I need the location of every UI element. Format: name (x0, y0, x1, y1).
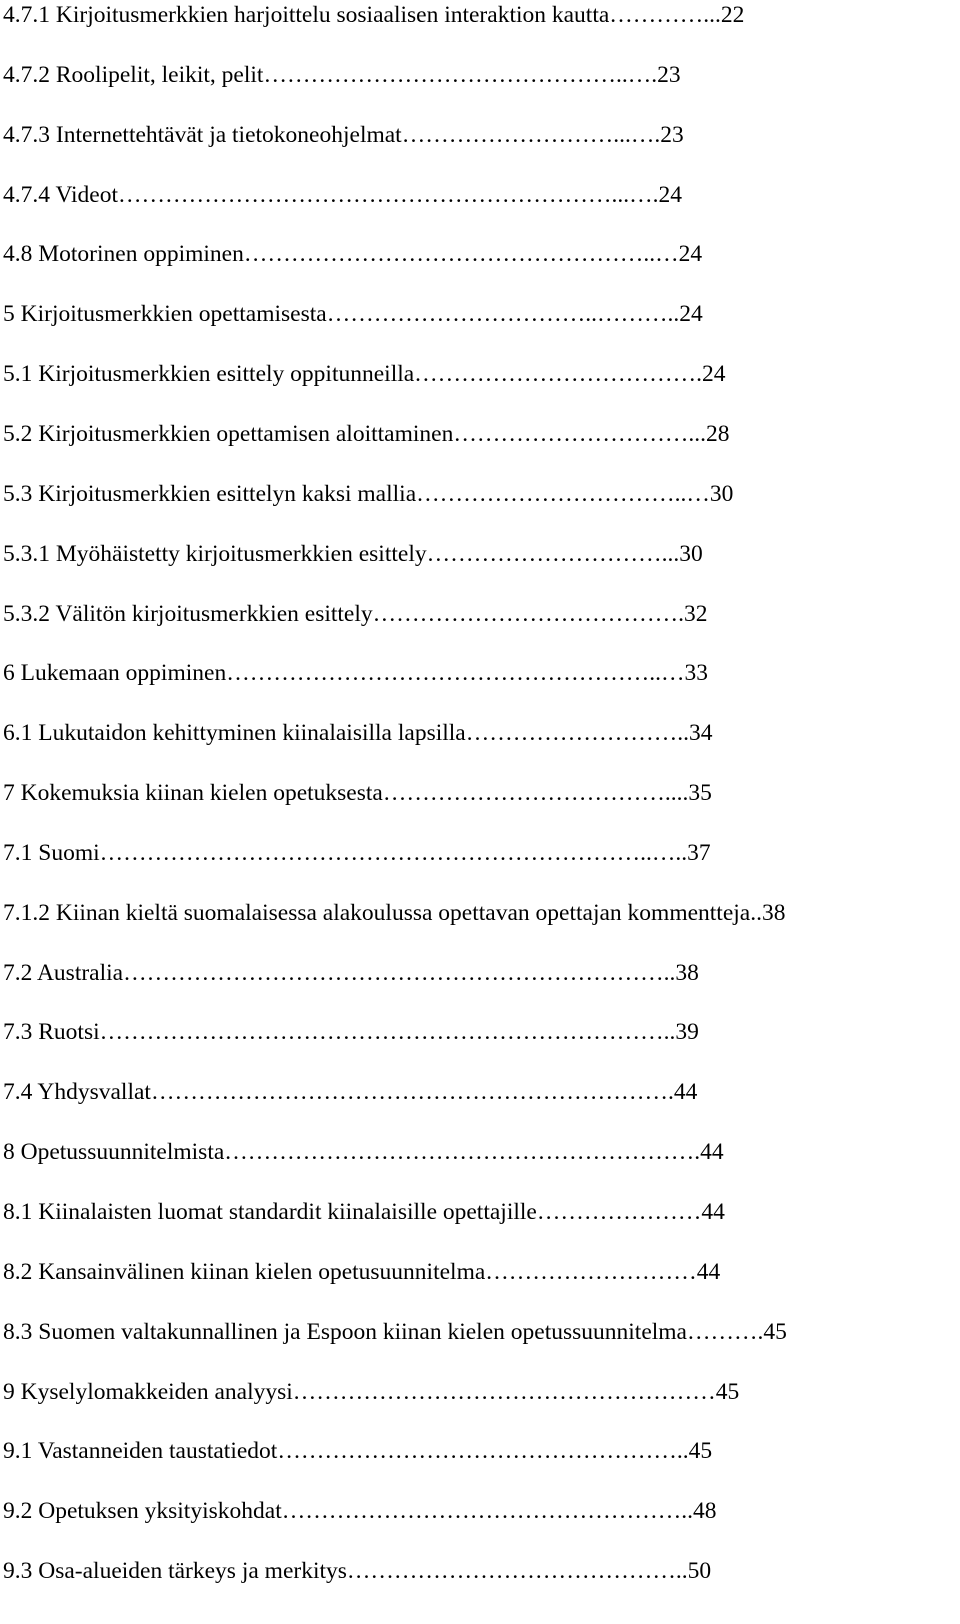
toc-entry: 7.4 Yhdysvallat………………………………………………………….44 (3, 1079, 698, 1106)
toc-entry: 6 Lukemaan oppiminen………………………………………………..…33 (3, 660, 708, 687)
toc-entry: 6.1 Lukutaidon kehittyminen kiinalaisilla lapsilla………………………..34 (3, 720, 713, 747)
toc-entry: 5.1 Kirjoitusmerkkien esittely oppitunneilla……………………………….24 (3, 361, 726, 388)
toc-entry: 5.3 Kirjoitusmerkkien esittelyn kaksi mallia……………………………..…30 (3, 480, 734, 507)
toc-entry: 4.7.3 Internettehtävät ja tietokoneohjelmat………………………...….23 (3, 121, 684, 148)
toc-entry: 7 Kokemuksia kiinan kielen opetuksesta………………………………....35 (3, 780, 712, 807)
toc-entry: 9 Kyselylomakkeiden analyysi………………………………………………45 (3, 1378, 740, 1405)
toc-entry: 5.3.2 Välitön kirjoitusmerkkien esittely………………………………….32 (3, 600, 708, 627)
toc-entry: 4.8 Motorinen oppiminen……………………………………………..…24 (3, 241, 703, 268)
toc-entry: 5.3.1 Myöhäistetty kirjoitusmerkkien esittely…………………………...30 (3, 540, 703, 567)
toc-entry: 7.1 Suomi……………………………………………………………..…..37 (3, 839, 711, 866)
toc-entry: 8.1 Kiinalaisten luomat standardit kiinalaisille opettajille…………………44 (3, 1199, 725, 1225)
toc-entry: 5 Kirjoitusmerkkien opettamisesta……………………………..………..24 (3, 301, 703, 328)
toc-entry: 7.3 Ruotsi………………………………………………………………..39 (3, 1019, 699, 1046)
toc-entry: 8 Opetussuunnitelmista…………………………………………………….44 (3, 1139, 724, 1166)
toc-entry: 8.2 Kansainvälinen kiinan kielen opetusuunnitelma………………………44 (3, 1258, 721, 1285)
toc-entry: 7.2 Australia……………………………………………………………..38 (3, 959, 699, 986)
toc-entry: 9.1 Vastanneiden taustatiedot……………………………………………..45 (3, 1438, 713, 1465)
toc-entry: 9.3 Osa-alueiden tärkeys ja merkitys……………………………………..50 (3, 1558, 712, 1585)
toc-entry: 5.2 Kirjoitusmerkkien opettamisen aloittaminen…………………………...28 (3, 420, 730, 447)
toc-entry: 7.1.2 Kiinan kieltä suomalaisessa alakoulussa opettavan opettajan kommentteja..38 (3, 899, 786, 926)
toc-entry: 4.7.1 Kirjoitusmerkkien harjoittelu sosiaalisen interaktion kautta…………...22 (3, 2, 745, 28)
toc-entry: 8.3 Suomen valtakunnallinen ja Espoon kiinan kielen opetussuunnitelma……….45 (3, 1318, 787, 1345)
toc-entry: 4.7.4 Videot………………………………………………………...….24 (3, 181, 682, 208)
toc-entry: 9.2 Opetuksen yksityiskohdat……………………………………………..48 (3, 1498, 717, 1525)
toc-entry: 4.7.2 Roolipelit, leikit, pelit………………………………………..….23 (3, 61, 681, 88)
